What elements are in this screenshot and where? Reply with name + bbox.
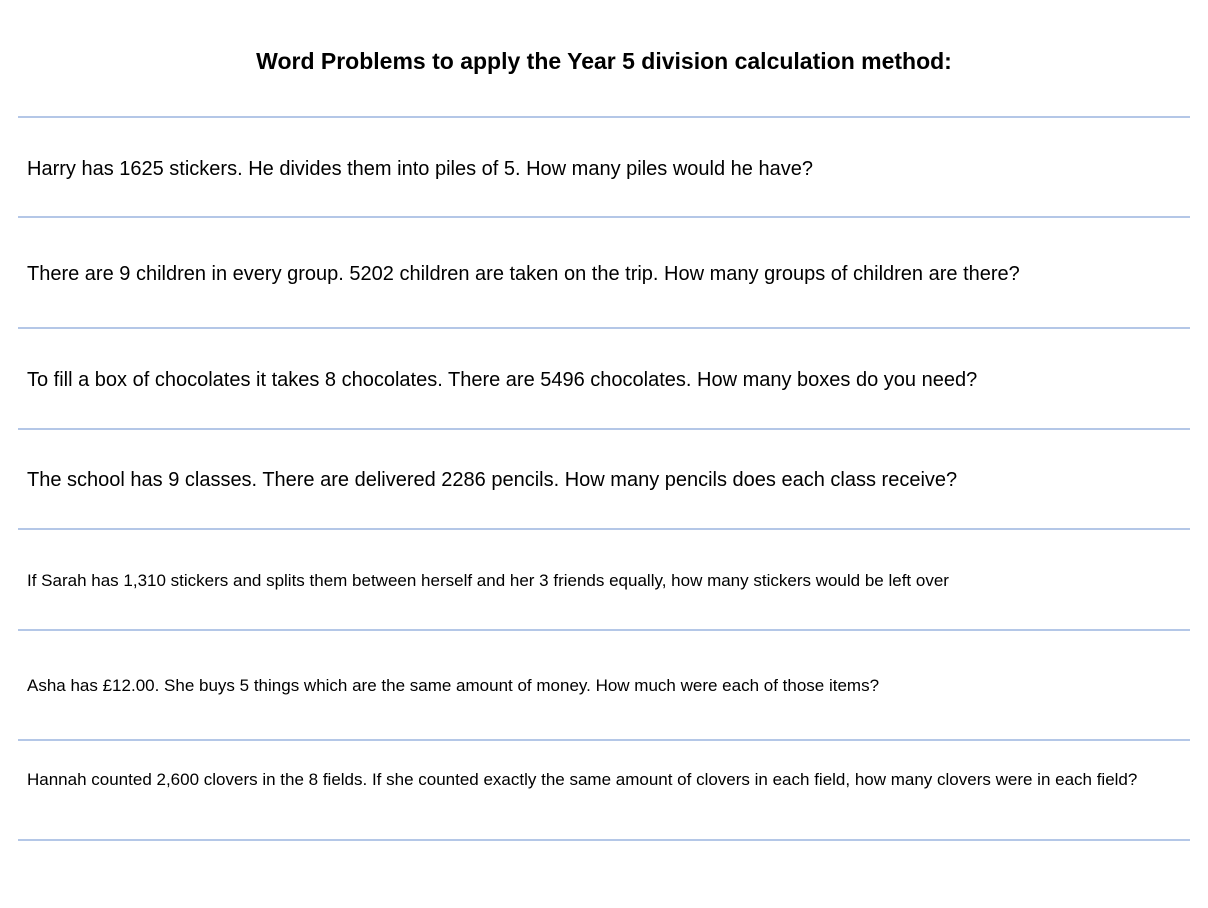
problem-6: Asha has £12.00. She buys 5 things which are the same amount of money. How much were each of those items? xyxy=(27,676,880,695)
problem-2: There are 9 children in every group. 5202 children are taken on the trip. How many groups of children are there? xyxy=(27,263,1020,285)
problem-1: Harry has 1625 stickers. He divides them into piles of 5. How many piles would he have? xyxy=(27,158,813,180)
worksheet-title: Word Problems to apply the Year 5 division calculation method: xyxy=(256,48,952,74)
divider-line xyxy=(18,739,1190,741)
divider-line xyxy=(18,839,1190,841)
divider-line xyxy=(18,216,1190,218)
divider-line xyxy=(18,428,1190,430)
problem-7: Hannah counted 2,600 clovers in the 8 fields. If she counted exactly the same amount of clovers in each field, how many clovers were in each field? xyxy=(27,770,1138,789)
problem-5: If Sarah has 1,310 stickers and splits them between herself and her 3 friends equally, how many stickers would be left over xyxy=(27,571,949,590)
divider-line xyxy=(18,629,1190,631)
divider-line xyxy=(18,327,1190,329)
divider-line xyxy=(18,116,1190,118)
divider-line xyxy=(18,528,1190,530)
problem-4: The school has 9 classes. There are delivered 2286 pencils. How many pencils does each class receive? xyxy=(27,469,958,491)
problem-3: To fill a box of chocolates it takes 8 chocolates. There are 5496 chocolates. How many boxes do you need? xyxy=(27,369,978,391)
